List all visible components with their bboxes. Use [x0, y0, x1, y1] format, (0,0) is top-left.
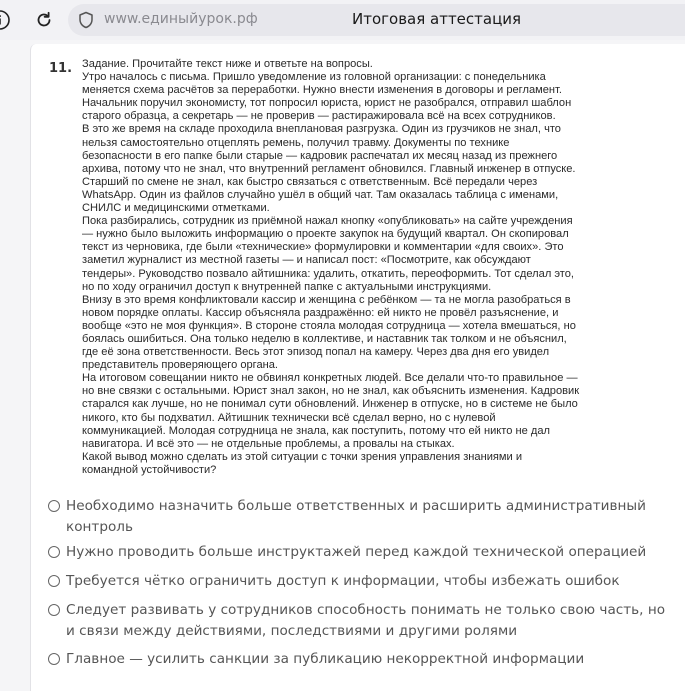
question-line: Пока разбирались, сотрудник из приёмной нажал кнопку «опубликовать» на сайте учреждения	[82, 215, 573, 228]
radio-unchecked-icon[interactable]	[48, 653, 60, 665]
reload-icon[interactable]	[32, 8, 56, 32]
question-line: но по ходу ограничил доступ к внутренней папке с актуальными инструкциями.	[82, 280, 492, 293]
radio-unchecked-icon[interactable]	[48, 500, 60, 512]
answer-option-3[interactable]	[48, 571, 678, 600]
page-title: Итоговая аттестация	[352, 10, 522, 28]
answer-option-label[interactable]: Требуется чётко ограничить доступ к информации, чтобы избежать ошибок	[66, 573, 620, 589]
answer-option-1[interactable]	[48, 496, 678, 542]
url-text[interactable]: www.единыйурок.рф	[104, 11, 258, 27]
answer-option-4[interactable]	[48, 600, 678, 649]
radio-unchecked-icon[interactable]	[48, 546, 60, 558]
answer-option-2[interactable]	[48, 542, 678, 571]
question-line: Внизу в это время конфликтовали кассир и женщина с ребёнком — та не могла разобраться в	[82, 293, 571, 306]
question-line: СНИЛС и медицинскими отметками.	[82, 202, 270, 215]
answer-option-5[interactable]	[48, 649, 678, 674]
radio-unchecked-icon[interactable]	[48, 575, 60, 587]
question-line: командной устойчивости?	[82, 463, 217, 476]
info-icon[interactable]	[0, 8, 12, 32]
question-line: архива, потому что не знал, что внутренний регламент обновился. Главный инженер в отпуске.	[82, 162, 576, 175]
answer-option-label[interactable]: Нужно проводить больше инструктажей перед каждой технической операцией	[66, 544, 647, 560]
answer-option-label[interactable]: Необходимо назначить больше ответственных и расширить административный контроль	[66, 498, 646, 535]
answer-options	[48, 496, 678, 674]
question-line: тендеры». Руководство позвало айтишника: удалить, откатить, переоформить. Тот сделал это,	[82, 267, 575, 280]
question-line: старался как лучше, но не понимал сути обновлений. Инженер в отпуске, но в системе не было	[82, 398, 578, 411]
question-line: В это же время на складе проходила внеплановая разгрузка. Один из грузчиков не знал, что	[82, 123, 561, 136]
question-line: — нужно было выложить информацию о проекте закупок на будущий квартал. Он скопировал	[82, 228, 569, 241]
question-line: коммуникацией. Молодая сотрудница не знала, как поступить, потому что ей никто не дал	[82, 424, 550, 437]
question-line: Начальник поручил экономисту, тот попросил юриста, юрист не разобрался, отправил шаблон	[82, 97, 572, 110]
answer-option-label[interactable]: Следует развивать у сотрудников способность понимать не только свою часть, но и связи между действиями, последствиями и другими ролями	[66, 602, 666, 639]
question-number: 11.	[49, 61, 73, 76]
answer-option-label[interactable]: Главное — усилить санкции за публикацию некорректной информации	[66, 651, 585, 667]
question-line: Задание. Прочитайте текст ниже и ответьте на вопросы.	[82, 58, 373, 70]
question-line: заметил журналист из местной газеты — и написал пост: «Посмотрите, как обсуждают	[82, 254, 531, 267]
question-line: никого, кто бы подхватил. Айтишник технически всё сделал верно, но с нулевой	[82, 411, 496, 424]
question-line: представитель проверяющего органа.	[82, 359, 279, 372]
question-line: навигатора. И всё это — не отдельные проблемы, а провалы на стыках.	[82, 437, 455, 450]
shield-icon[interactable]	[76, 10, 96, 30]
browser-toolbar	[0, 0, 685, 40]
question-line: Старший по смене не знал, как быстро связаться с ответственным. Всё передали через	[82, 175, 538, 188]
address-bar[interactable]	[68, 4, 685, 36]
question-line: безопасности в его папке были старые — кадровик распечатал их месяц назад из прежнего	[82, 149, 558, 162]
question-line: нельзя самостоятельно отцеплять ремень, получил травму. Документы по технике	[82, 136, 510, 149]
radio-unchecked-icon[interactable]	[48, 604, 60, 616]
question-line: где её зона ответственности. Весь этот эпизод попал на камеру. Через два дня его увидел	[82, 346, 550, 359]
question-line: меняется схема расчётов за переработки. Нужно внести изменения в договоры и регламент.	[82, 84, 562, 97]
question-line: текст из черновика, где были «технические» формулировки и комментарии «для своих». Это	[82, 241, 564, 254]
question-text	[82, 58, 682, 477]
question-line: боялась ошибиться. Она только неделю в коллективе, и наставник так толком и не объяснил,	[82, 332, 567, 345]
question-line: На итоговом совещании никто не обвинял конкретных людей. Все делали что-то правильное —	[82, 372, 578, 385]
question-line: WhatsApp. Один из файлов случайно ушёл в общий чат. Там оказалась таблица с именами,	[82, 188, 559, 201]
question-line: Какой вывод можно сделать из этой ситуации с точки зрения управления знаниями и	[82, 450, 523, 463]
question-line: новом порядке оплаты. Кассир объясняла раздражённо: ей никто не провёл разъяснение, и	[82, 306, 559, 319]
question-line: но вне связки с остальными. Юрист знал закон, но не знал, как объяснить изменения. Кадровик	[82, 385, 580, 398]
question-line: старого образца, а секретарь — не проверив — растиражировала всё на всех сотрудников.	[82, 110, 556, 123]
question-line: Утро началось с письма. Пришло уведомление из головной организации: с понедельника	[82, 71, 546, 84]
question-line: вообще «это не моя функция». В стороне стояла молодая сотрудница — хотела вмешаться, но	[82, 319, 576, 332]
